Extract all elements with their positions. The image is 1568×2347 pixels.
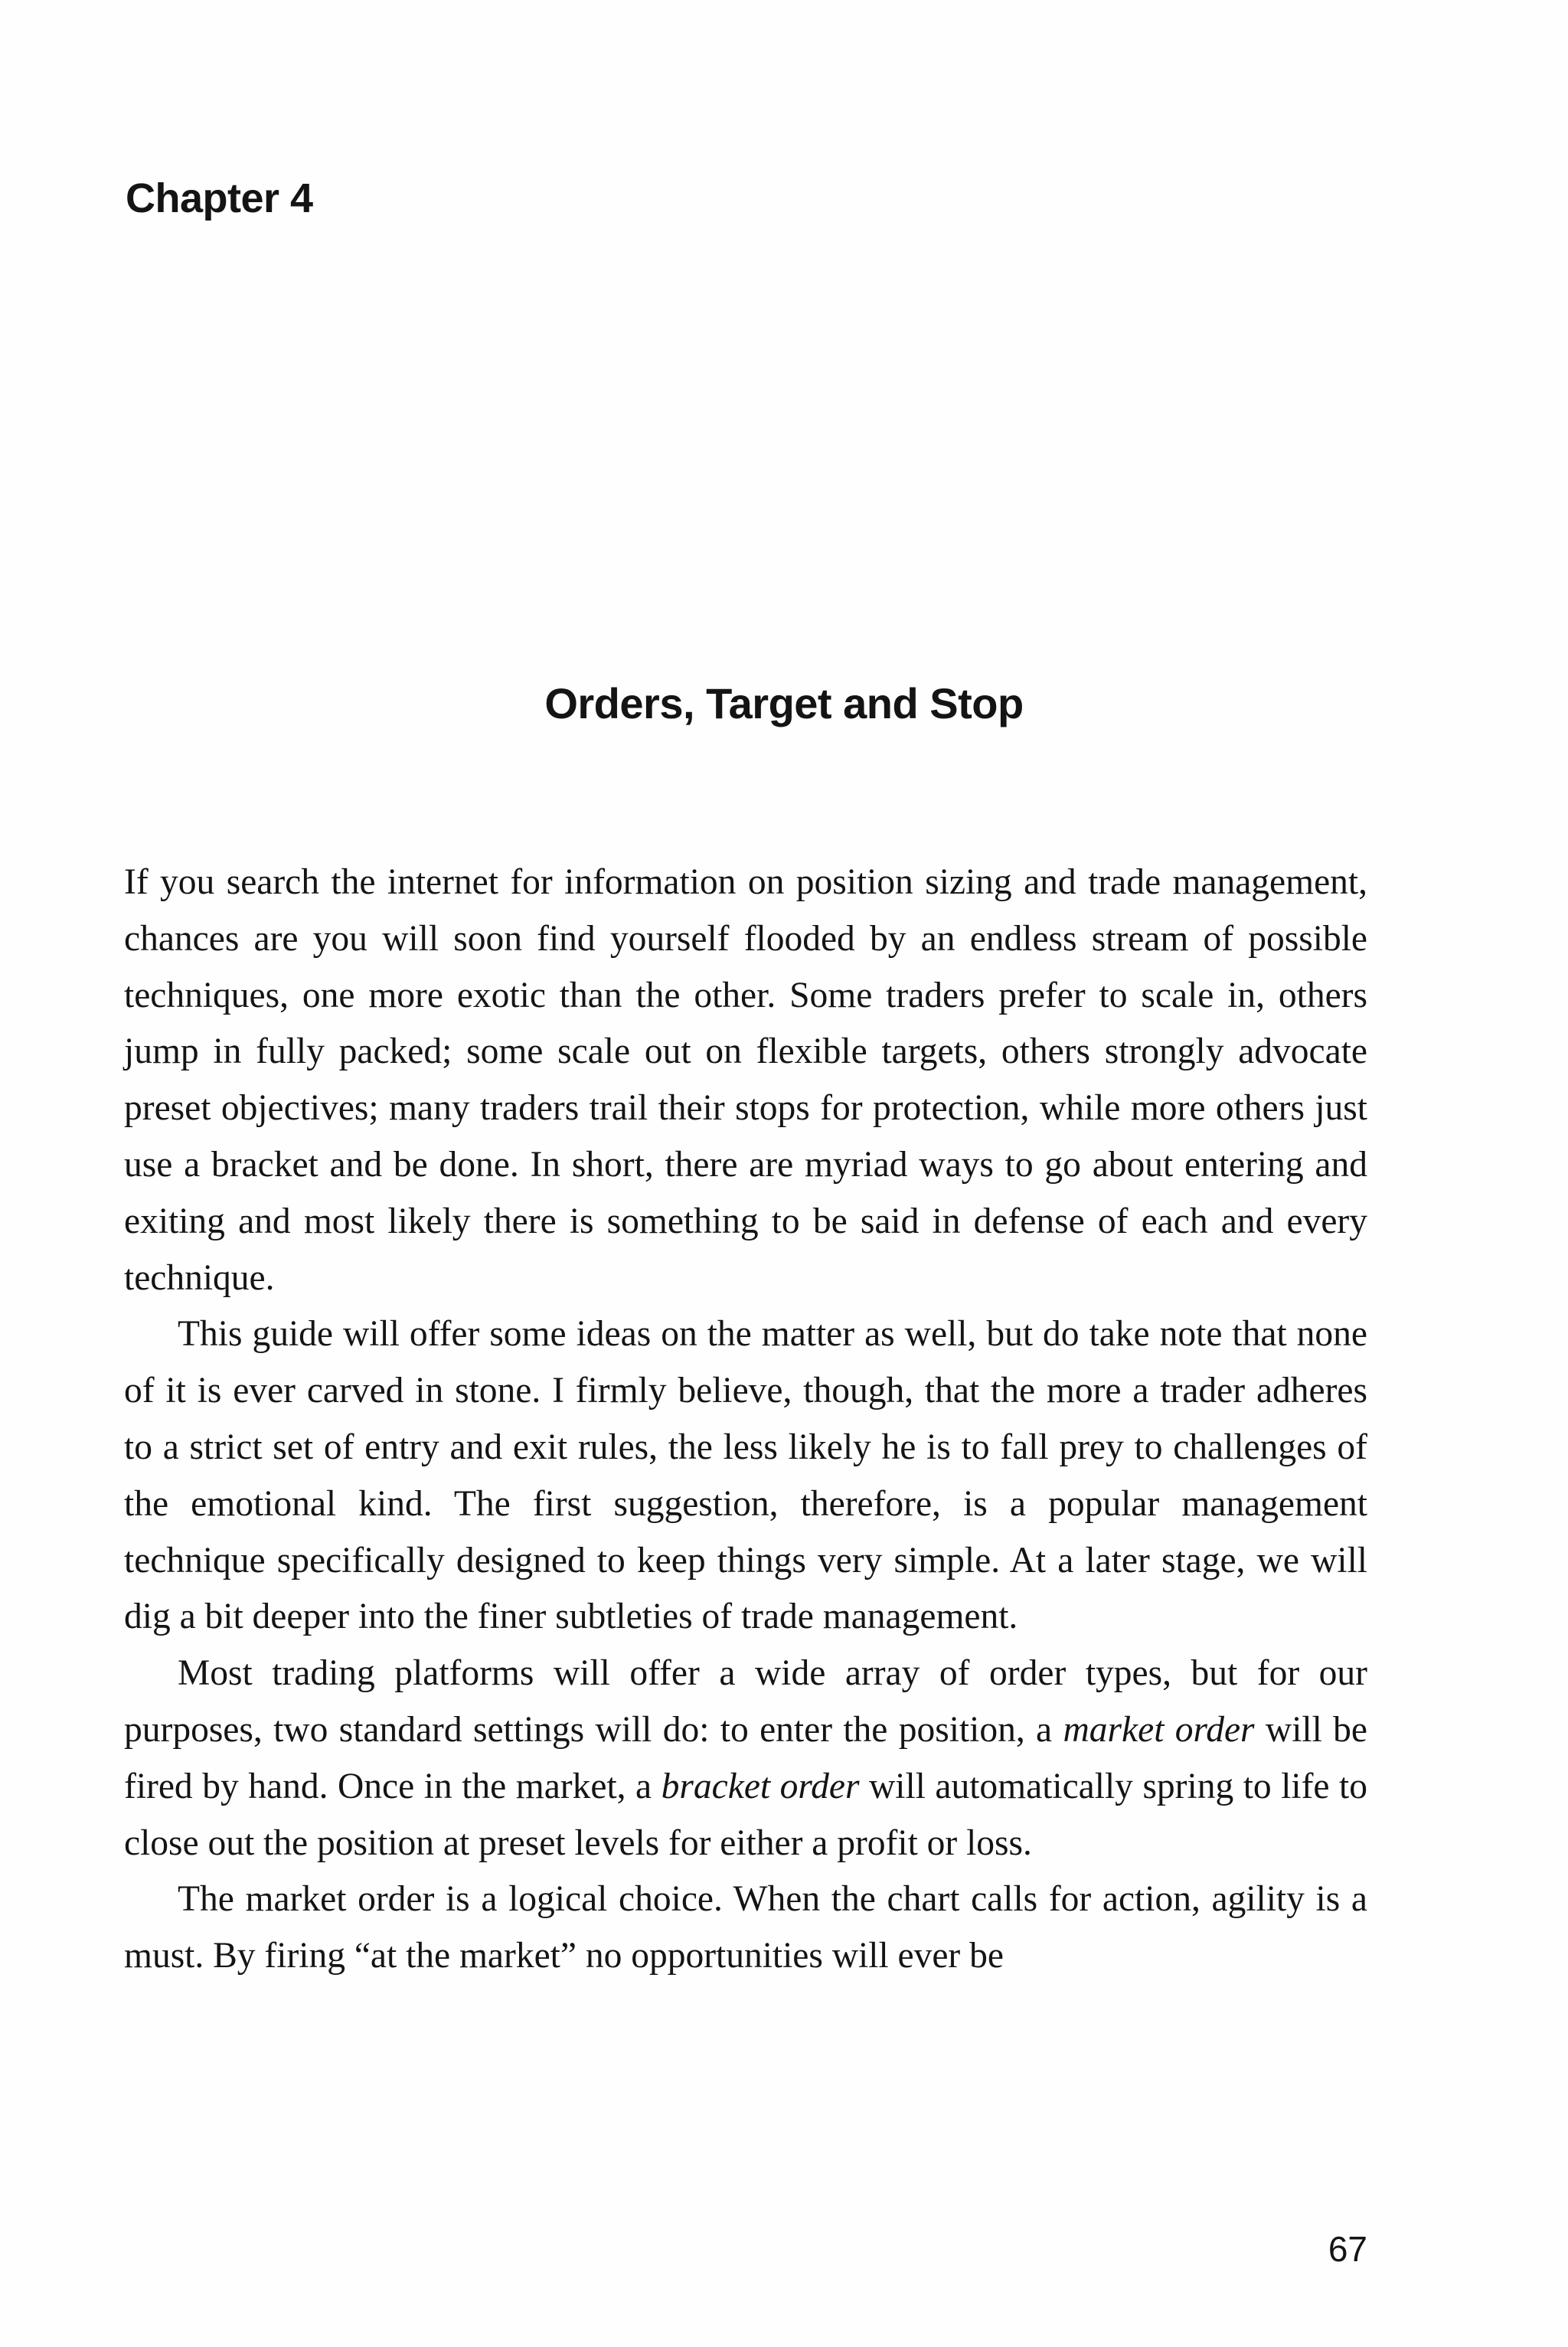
body-text <box>124 855 1367 1985</box>
page-number: 67 <box>1328 2229 1367 2269</box>
paragraph-4: The market order is a logical choice. When the chart calls for action, agility is a must. By firing “at the market” no opportunities will ever be <box>124 1879 1367 1976</box>
chapter-label: Chapter 4 <box>126 175 313 221</box>
paragraph-3-text-2: will be fired by hand. Once in the market, a <box>124 1709 1367 1806</box>
paragraph-2: This guide will offer some ideas on the matter as well, but do take note that none of it is ever carved in stone. I firmly believe, though, that the more a trader adheres to a strict set of entry and exit rules, the less likely he is to fall prey to challenges of the emotional kind. The first suggestion, therefore, is a popular management technique specifically designed to keep things very simple. At a later stage, we will dig a bit deeper into the finer subtleties of trade management. <box>124 1314 1367 1637</box>
paragraph-3-text-3: will automatically spring to life to close out the position at preset levels for either a profit or loss. <box>124 1766 1367 1863</box>
term-market-order: market order <box>1063 1709 1255 1750</box>
term-bracket-order: bracket order <box>661 1766 860 1806</box>
paragraph-3-text-1: Most trading platforms will offer a wide array of order types, but for our purposes, two standard settings will do: to enter the position, a <box>124 1653 1367 1750</box>
paragraph-3 <box>124 1646 1367 1871</box>
chapter-title: Orders, Target and Stop <box>544 679 1024 727</box>
paragraph-1: If you search the internet for information on position sizing and trade management, chances are you will soon find yourself flooded by an endless stream of possible techniques, one more exotic than the other. Some traders prefer to scale in, others jump in fully packed; some scale out on flexible targets, others strongly advocate preset objectives; many traders trail their stops for protection, while more others just use a bracket and be done. In short, there are myriad ways to go about entering and exiting and most likely there is something to be said in defense of each and every technique. <box>124 862 1367 1298</box>
